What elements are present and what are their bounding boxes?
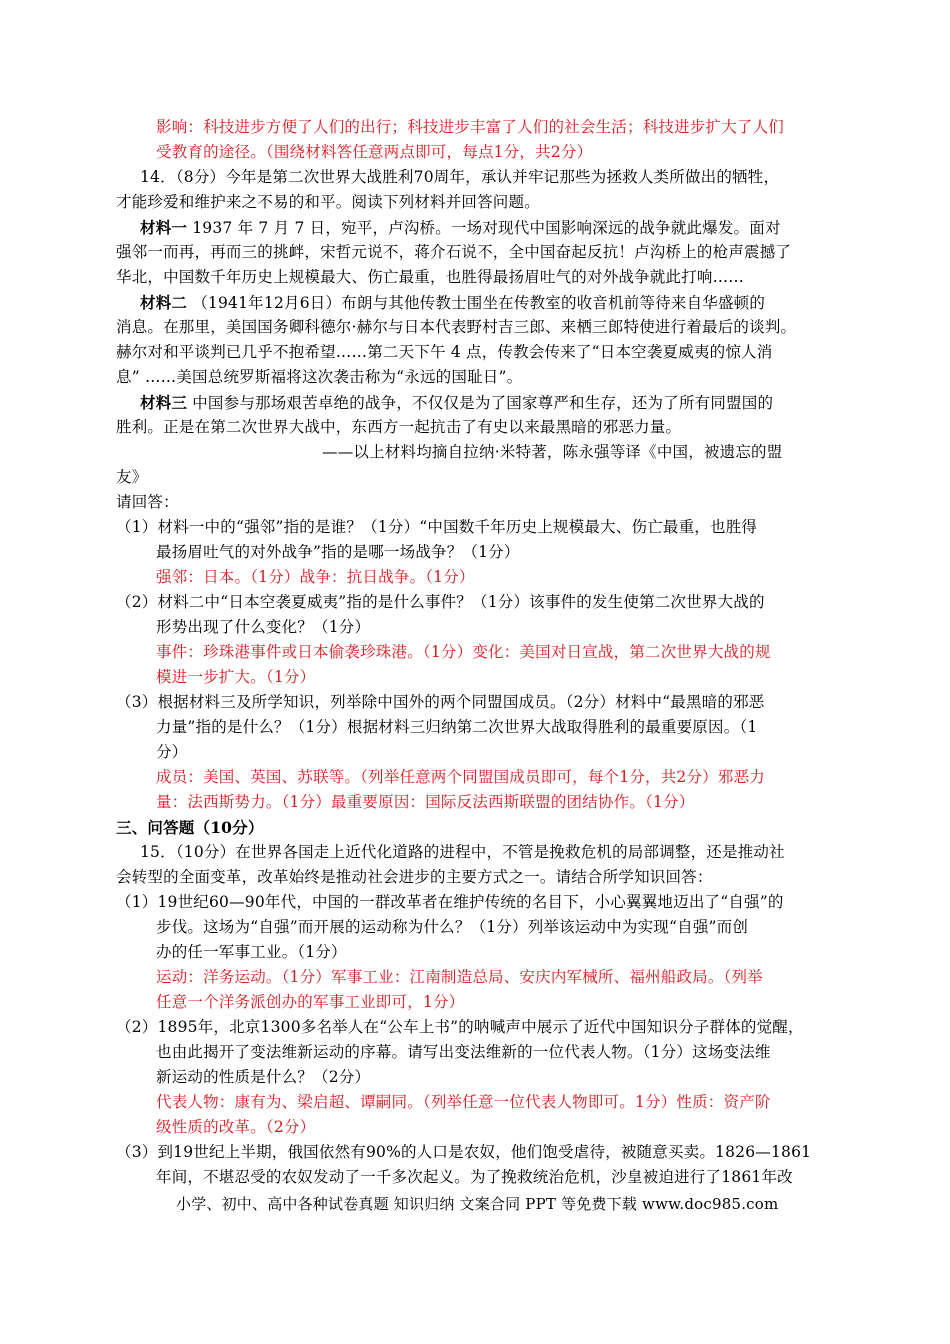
material-two-line: 息” ……美国总统罗斯福将这次袭击称为“永远的国耻日”。 xyxy=(116,368,523,386)
material-three-label: 材料三 xyxy=(140,393,188,412)
material-two-text: （1941年12月6日）布朗与其他传教士围坐在传教室的收音机前等待来自华盛顿的 xyxy=(187,294,766,312)
answer-1: 强邻：日本。（1分）战争：抗日战争。（1分） xyxy=(156,568,475,586)
source-citation: 友》 xyxy=(116,468,148,486)
answer-line: 影响：科技进步方便了人们的出行；科技进步丰富了人们的社会生活；科技进步扩大了人们 xyxy=(156,118,785,136)
source-citation: ——以上材料均摘自拉纳·米特著，陈永强等译《中国，被遗忘的盟 xyxy=(322,443,783,461)
material-two-line xyxy=(140,290,765,316)
answer-2: 模进一步扩大。（1分） xyxy=(156,668,316,686)
answer-3: 成员：美国、英国、苏联等。（列举任意两个同盟国成员即可，每个1分，共2分）邪恶力 xyxy=(156,768,765,786)
answer-line: 受教育的途径。（围绕材料答任意两点即可，每点1分，共2分） xyxy=(156,143,593,161)
sub-question-15-3: 年间，不堪忍受的农奴发动了一千多次起义。为了挽救统治危机，沙皇被迫进行了1861年改 xyxy=(156,1168,793,1186)
material-two-line: 消息。在那里，美国国务卿科德尔·赫尔与日本代表野村吉三郎、来栖三郎特使进行着最后的谈判。 xyxy=(116,318,797,336)
material-two-label: 材料二 xyxy=(140,293,188,312)
sub-question-1: 最扬眉吐气的对外战争”指的是哪一场战争？（1分） xyxy=(156,543,520,561)
material-three-line: 胜利。正是在第二次世界大战中，东西方一起抗击了有史以来最黑暗的邪恶力量。 xyxy=(116,418,682,436)
answer-15-2: 代表人物：康有为、梁启超、谭嗣同。（列举任意一位代表人物即可。1分）性质：资产阶 xyxy=(156,1093,771,1111)
sub-question-15-3: （3）到19世纪上半期，俄国依然有90%的人口是农奴，他们饱受虐待，被随意买卖。1826—1861 xyxy=(116,1143,812,1161)
answer-2: 事件：珍珠港事件或日本偷袭珍珠港。（1分）变化：美国对日宣战，第二次世界大战的规 xyxy=(156,643,771,661)
sub-question-15-2: （2）1895年，北京1300多名举人在“公车上书”的呐喊声中展示了近代中国知识分子群体的觉醒， xyxy=(116,1018,804,1036)
answer-15-1: 任意一个洋务派创办的军事工业即可，1分） xyxy=(156,993,465,1011)
section-heading: 三、问答题（10分） xyxy=(116,818,264,837)
answer-15-1: 运动：洋务运动。（1分）军事工业：江南制造总局、安庆内军械所、福州船政局。（列举 xyxy=(156,968,763,986)
sub-question-15-1: 办的任一军事工业。（1分） xyxy=(156,943,347,961)
sub-question-3: 力量”指的是什么？（1分）根据材料三归纳第二次世界大战取得胜利的最重要原因。（1 xyxy=(156,718,758,736)
material-one-label: 材料一 xyxy=(140,218,188,237)
sub-question-3: 分） xyxy=(156,743,188,761)
material-one-line: 华北，中国数千年历史上规模最大、伤亡最重，也胜得最扬眉吐气的对外战争就此打响…… xyxy=(116,268,745,286)
question-14-stem: 14．（8分）今年是第二次世界大战胜利70周年，承认并牢记那些为拯救人类所做出的牺牲， xyxy=(140,168,780,186)
sub-question-1: （1）材料一中的“强邻”指的是谁？（1分）“中国数千年历史上规模最大、伤亡最重，也胜得 xyxy=(116,518,758,536)
prompt-label: 请回答： xyxy=(116,493,179,511)
sub-question-15-2: 新运动的性质是什么？（2分） xyxy=(156,1068,371,1086)
sub-question-2: （2）材料二中“日本空袭夏威夷”指的是什么事件？（1分）该事件的发生使第二次世界大战的 xyxy=(116,593,765,611)
answer-15-2: 级性质的改革。（2分） xyxy=(156,1118,316,1136)
question-15-stem: 会转型的全面变革，改革始终是推动社会进步的主要方式之一。请结合所学知识回答： xyxy=(116,868,713,886)
sub-question-3: （3）根据材料三及所学知识，列举除中国外的两个同盟国成员。（2分）材料中“最黑暗的邪恶 xyxy=(116,693,765,711)
question-15-stem: 15．（10分）在世界各国走上近代化道路的进程中，不管是挽救危机的局部调整，还是推动社 xyxy=(140,843,785,861)
answer-3: 量：法西斯势力。（1分）最重要原因：国际反法西斯联盟的团结协作。（1分） xyxy=(156,793,695,811)
sub-question-2: 形势出现了什么变化？（1分） xyxy=(156,618,371,636)
material-two-line: 赫尔对和平谈判已几乎不抱希望……第二天下午 4 点，传教会传来了“日本空袭夏威夷的惊人消 xyxy=(116,343,773,361)
sub-question-15-1: 步伐。这场为“自强”而开展的运动称为什么？（1分）列举该运动中为实现“自强”而创 xyxy=(156,918,749,936)
material-one-line: 强邻一而再，再而三的挑衅，宋哲元说不，蒋介石说不，全中国奋起反抗！卢沟桥上的枪声震撼了 xyxy=(116,243,792,261)
material-three-text: 中国参与那场艰苦卓绝的战争，不仅仅是为了国家尊严和生存，还为了所有同盟国的 xyxy=(187,394,774,412)
material-one-text: 1937 年 7 月 7 日，宛平，卢沟桥。一场对现代中国影响深远的战争就此爆发。面对 xyxy=(187,219,781,237)
page-footer: 小学、初中、高中各种试卷真题 知识归纳 文案合同 PPT 等免费下载 www.doc985.com xyxy=(176,1195,779,1213)
material-three-line xyxy=(140,390,773,416)
sub-question-15-1: （1）19世纪60—90年代，中国的一群改革者在维护传统的名目下，小心翼翼地迈出了“自强”的 xyxy=(116,893,784,911)
sub-question-15-2: 也由此揭开了变法维新运动的序幕。请写出变法维新的一位代表人物。（1分）这场变法维 xyxy=(156,1043,771,1061)
question-14-stem: 才能珍爱和维护来之不易的和平。阅读下列材料并回答问题。 xyxy=(116,193,540,211)
material-one-line xyxy=(140,215,781,241)
